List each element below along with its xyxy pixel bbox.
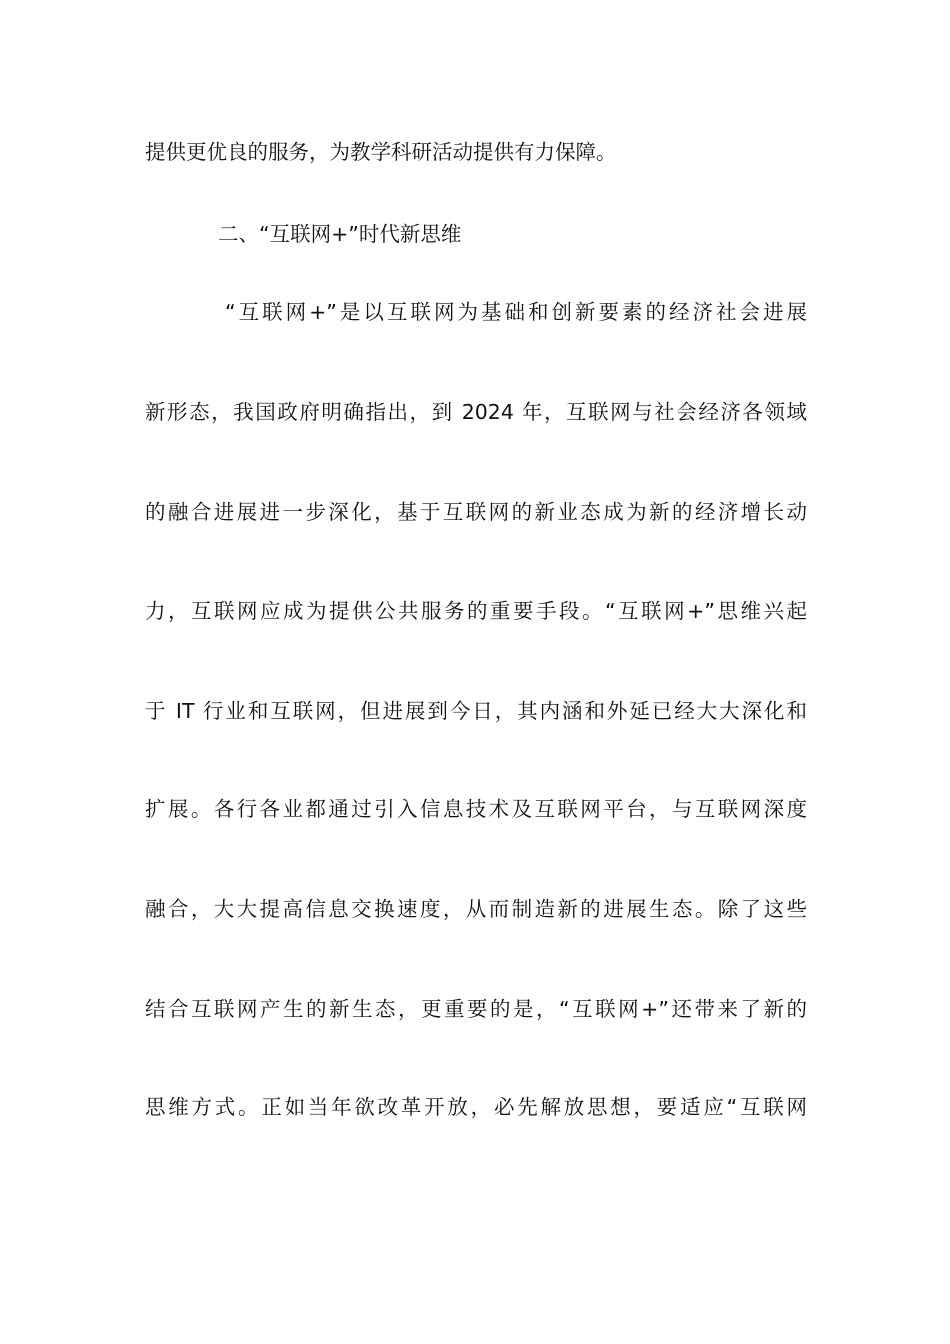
section-heading: 二、“互联网+”时代新思维: [218, 222, 462, 246]
paragraph-line-2: “互联网+”是以互联网为基础和创新要素的经济社会进展: [225, 300, 807, 324]
paragraph-line-7: 扩展。各行各业都通过引入信息技术及互联网平台，与互联网深度: [145, 797, 807, 821]
paragraph-line-10: 思维方式。正如当年欲改革开放，必先解放思想，要适应“互联网: [145, 1095, 807, 1119]
paragraph-line-6: 于 IT 行业和互联网，但进展到今日，其内涵和外延已经大大深化和: [145, 699, 807, 723]
paragraph-line-3: 新形态，我国政府明确指出，到 2024 年，互联网与社会经济各领域: [145, 400, 807, 424]
paragraph-line-5: 力，互联网应成为提供公共服务的重要手段。“互联网+”思维兴起: [145, 599, 807, 623]
paragraph-line-9: 结合互联网产生的新生态，更重要的是，“互联网+”还带来了新的: [145, 997, 807, 1021]
paragraph-line-4: 的融合进展进一步深化，基于互联网的新业态成为新的经济增长动: [145, 500, 807, 524]
paragraph-line-8: 融合，大大提高信息交换速度，从而制造新的进展生态。除了这些: [145, 897, 807, 921]
paragraph-line-1: 提供更优良的服务，为教学科研活动提供有力保障。: [145, 140, 617, 164]
